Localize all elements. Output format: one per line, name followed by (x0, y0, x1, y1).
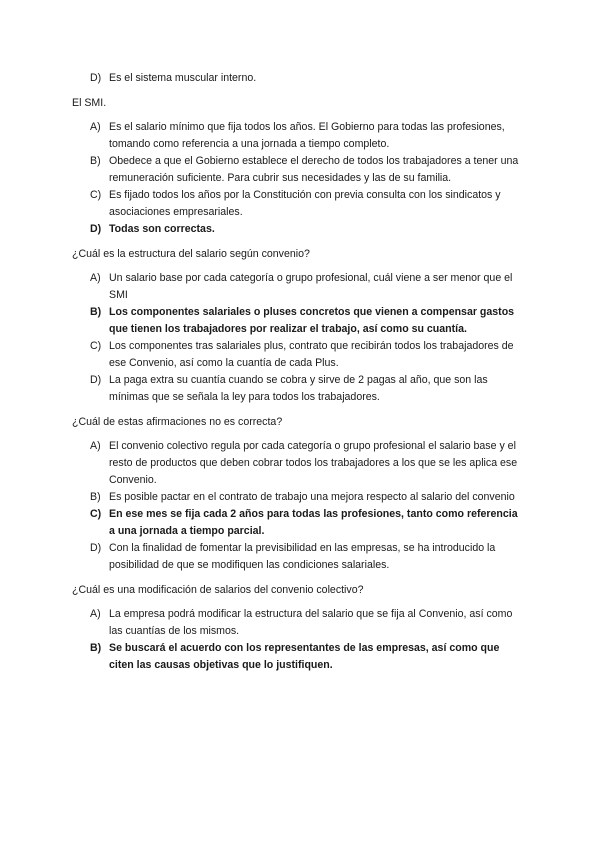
option-text: Los componentes salariales o pluses concretos que vienen a compensar gastos que tienen los trabajadores por realizar el trabajo, así como su cuantía. (109, 306, 515, 335)
option-item (90, 338, 524, 372)
option-text: Un salario base por cada categoría o grupo profesional, cuál viene a ser menor que el SMI (109, 272, 513, 301)
option-text: Es posible pactar en el contrato de trabajo una mejora respecto al salario del convenio (109, 491, 515, 503)
option-text: Los componentes tras salariales plus, contrato que recibirán todos los trabajadores de ese Convenio, así como la cuantía de cada Plus. (109, 340, 514, 369)
option-text: Se buscará el acuerdo con los representantes de las empresas, así como que citen las causas objetivas que lo justifiquen. (109, 642, 500, 671)
option-label: B) (90, 306, 102, 318)
question-text: ¿Cuál de estas afirmaciones no es correcta? (72, 416, 283, 428)
option-item (90, 606, 524, 640)
option-item (90, 119, 524, 153)
option-list (72, 438, 524, 574)
quiz-content (72, 70, 524, 682)
option-label: B) (90, 642, 102, 654)
option-item (90, 70, 524, 87)
correct-option-item (90, 221, 524, 238)
option-item (90, 270, 524, 304)
correct-option-item (90, 304, 524, 338)
correct-option-item (90, 506, 524, 540)
option-text: Es el salario mínimo que fija todos los años. El Gobierno para todas las profesiones, tomando como referencia a una jornada a tiempo completo. (109, 121, 505, 150)
option-label: B) (90, 491, 101, 503)
option-list (72, 606, 524, 674)
option-label: C) (90, 508, 102, 520)
option-label: A) (90, 272, 101, 284)
option-item (90, 438, 524, 489)
option-text: El convenio colectivo regula por cada categoría o grupo profesional el salario base y el resto de productos que deben cobrar todos los trabajadores a los que se les aplica ese Convenio. (109, 440, 518, 486)
option-item (90, 540, 524, 574)
option-item (90, 153, 524, 187)
option-label: D) (90, 223, 102, 235)
option-item (90, 489, 524, 506)
option-text: Obedece a que el Gobierno establece el derecho de todos los trabajadores a tener una remuneración suficiente. Para cubrir sus necesidades y las de su familia. (109, 155, 519, 184)
option-label: A) (90, 121, 101, 133)
option-item (90, 187, 524, 221)
option-item (90, 372, 524, 406)
option-label: A) (90, 608, 101, 620)
option-text: Con la finalidad de fomentar la previsibilidad en las empresas, se ha introducido la posibilidad de que se modifiquen las condiciones salariales. (109, 542, 496, 571)
option-label: D) (90, 542, 102, 554)
option-list (72, 270, 524, 406)
option-list (72, 119, 524, 238)
option-text: Es fijado todos los años por la Constitución con previa consulta con los sindicatos y asociaciones empresariales. (109, 189, 501, 218)
option-label: D) (90, 72, 102, 84)
option-text: La paga extra su cuantía cuando se cobra y sirve de 2 pagas al año, que son las mínimas que se señala la ley para todos los trabajadores. (109, 374, 488, 403)
correct-option-item (90, 640, 524, 674)
option-text: En ese mes se fija cada 2 años para todas las profesiones, tanto como referencia a una jornada a tiempo parcial. (109, 508, 518, 537)
question-text: El SMI. (72, 97, 107, 109)
question-text: ¿Cuál es la estructura del salario según convenio? (72, 248, 310, 260)
option-label: C) (90, 189, 102, 201)
carryover-options (72, 70, 524, 87)
question-text: ¿Cuál es una modificación de salarios del convenio colectivo? (72, 584, 364, 596)
option-label: B) (90, 155, 101, 167)
option-label: A) (90, 440, 101, 452)
option-text: Todas son correctas. (109, 223, 215, 235)
option-text: Es el sistema muscular interno. (109, 72, 257, 84)
option-label: C) (90, 340, 102, 352)
option-text: La empresa podrá modificar la estructura del salario que se fija al Convenio, así como las cuantías de los mismos. (109, 608, 513, 637)
option-label: D) (90, 374, 102, 386)
